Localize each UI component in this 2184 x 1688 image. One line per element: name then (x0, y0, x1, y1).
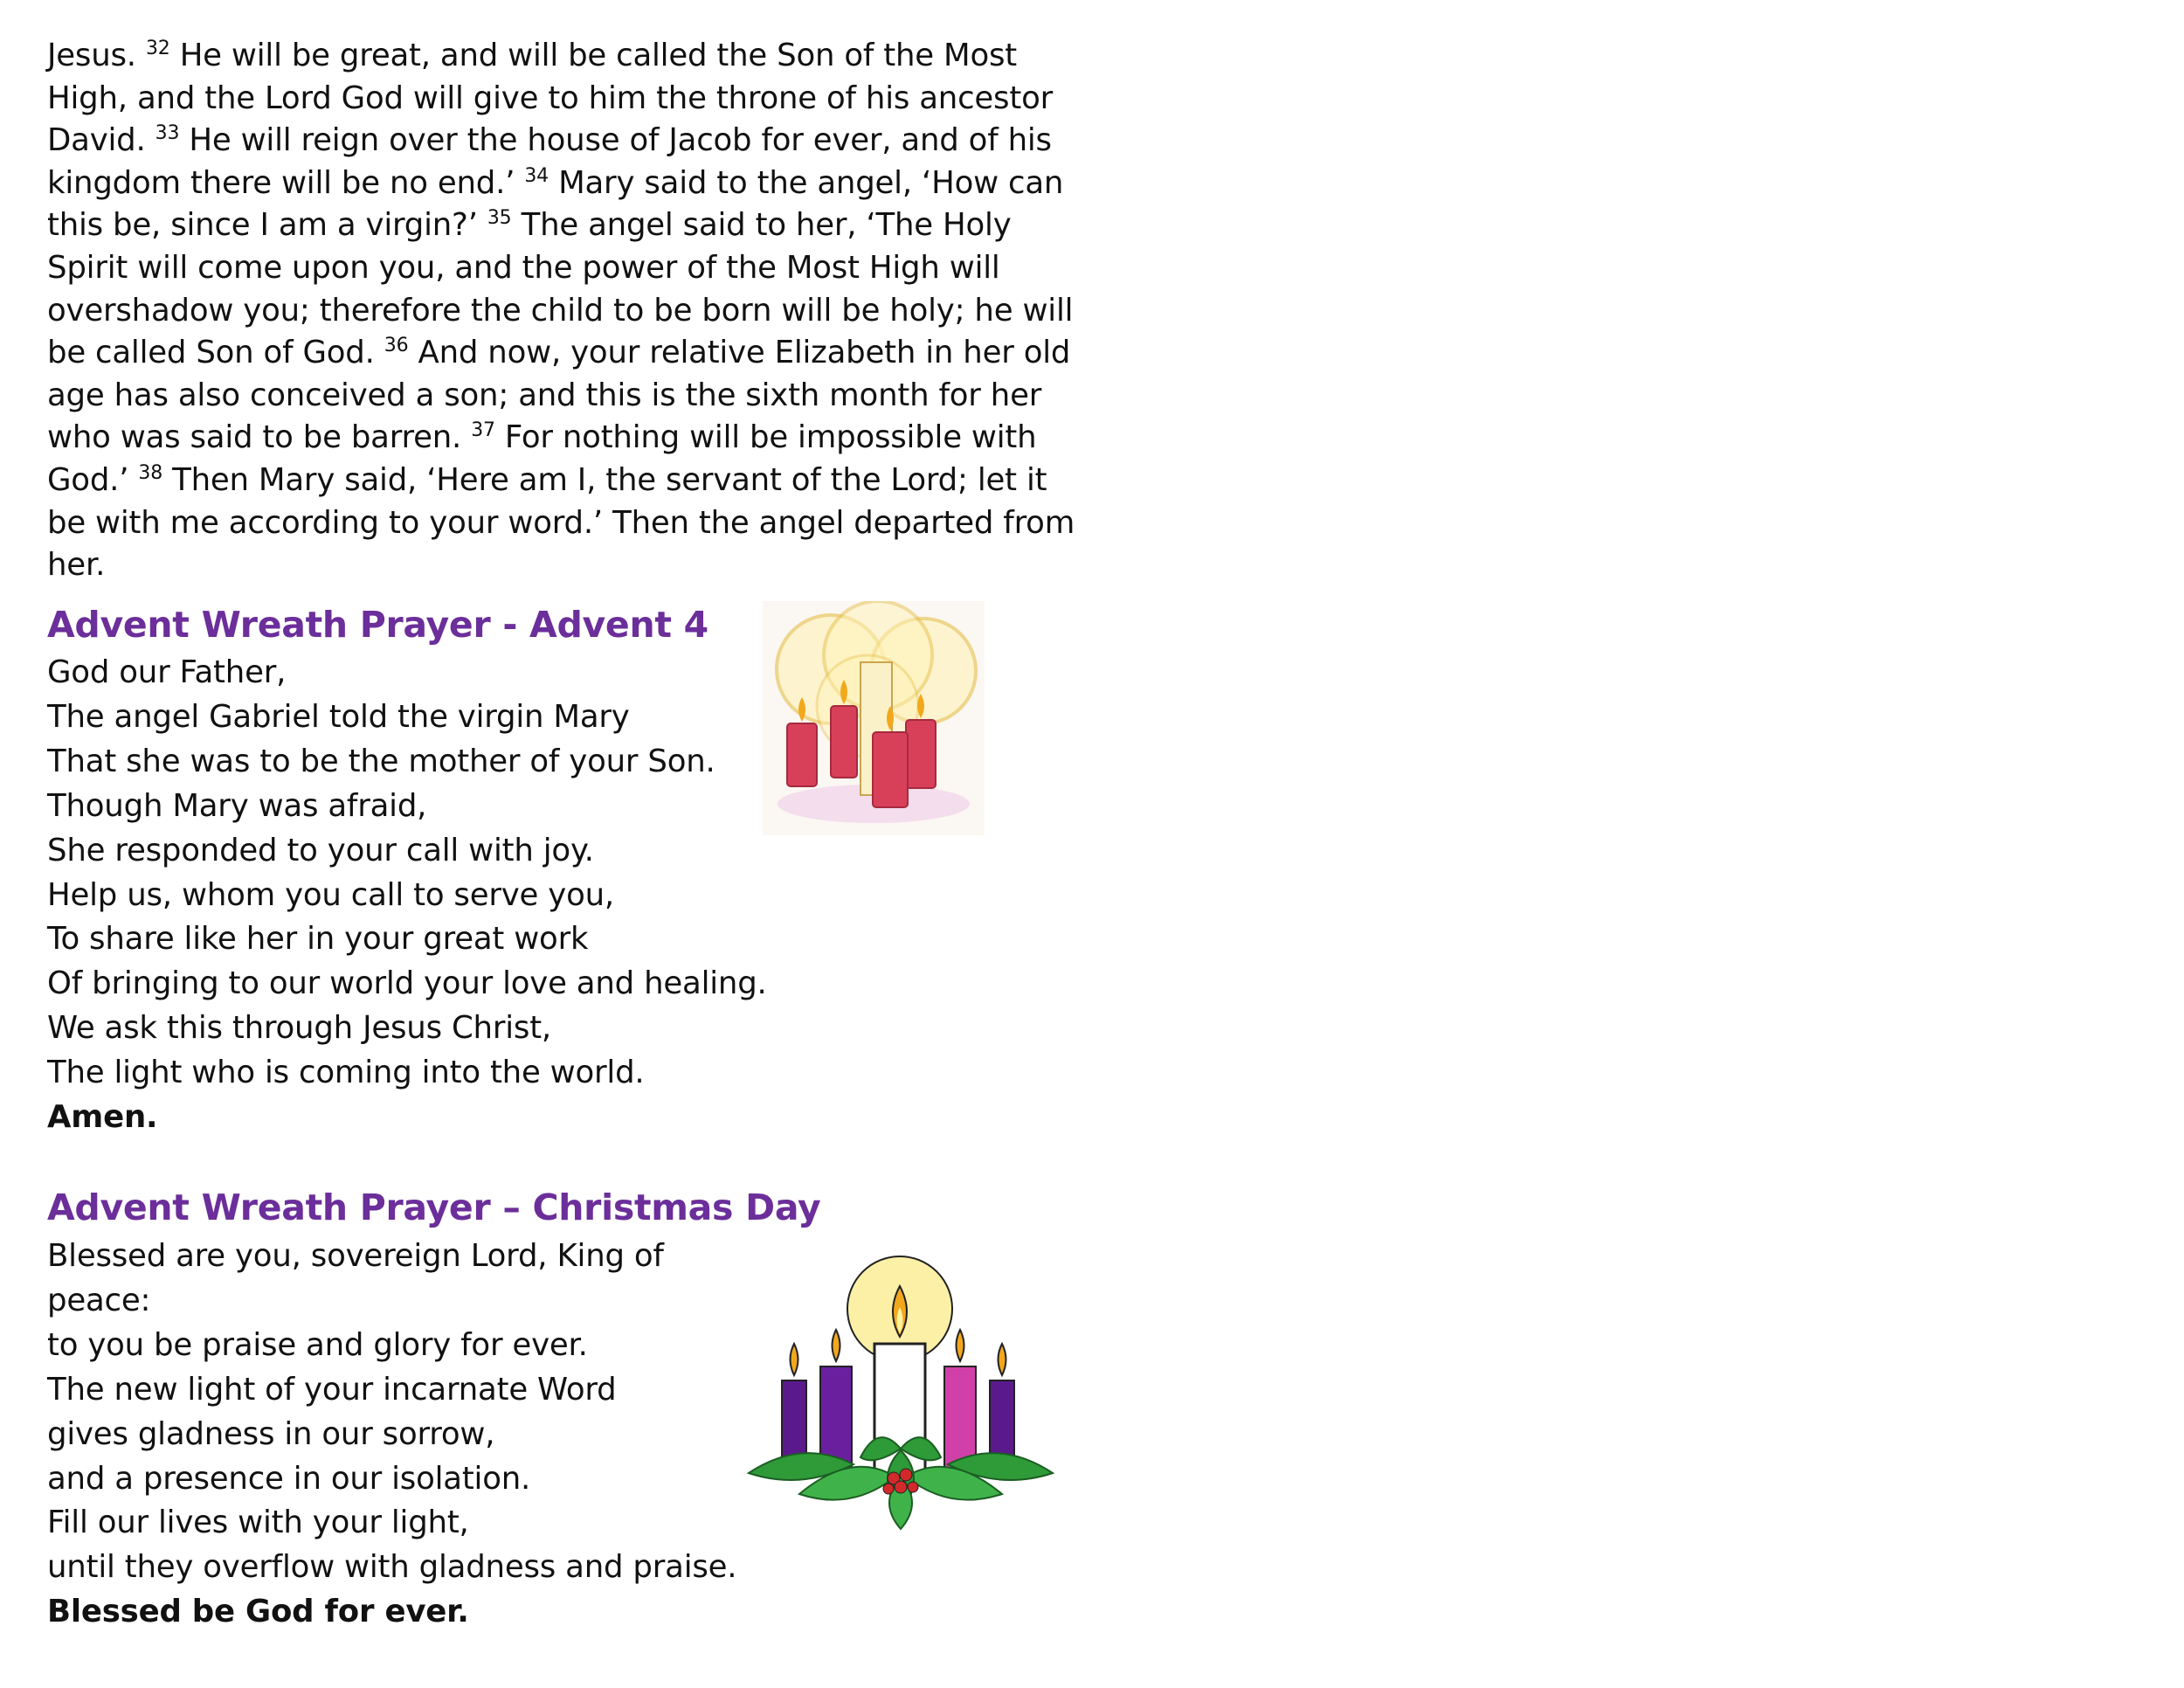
prayer-line: To share like her in your great work (47, 921, 589, 958)
verse-number: 34 (524, 164, 549, 187)
advent4-prayer-heading: Advent Wreath Prayer - Advent 4 (47, 604, 708, 646)
prayer-line: peace: (47, 1282, 151, 1318)
verse-number: 32 (145, 38, 170, 60)
prayer-line: The light who is coming into the world. (47, 1055, 645, 1091)
christmas-prayer-heading: Advent Wreath Prayer – Christmas Day (47, 1186, 821, 1228)
verse-text: Mary said to the angel, ‘How can this be, since I am a virgin?’ (47, 164, 1064, 244)
verse-number: 38 (138, 462, 163, 485)
prayer-line: That she was to be the mother of your Son. (47, 743, 715, 779)
prayer-line: Blessed are you, sovereign Lord, King of (47, 1238, 664, 1274)
prayer-line: Help us, whom you call to serve you, (47, 876, 614, 913)
prayer-line: gives gladness in our sorrow, (47, 1415, 495, 1452)
prayer-line: Of bringing to our world your love and healing. (47, 965, 767, 1002)
christmas-prayer-lines (47, 1235, 736, 1635)
verse-text: For nothing will be impossible with God.’ (47, 419, 1037, 498)
verse-number: 36 (384, 335, 409, 357)
prayer-line: Fill our lives with your light, (47, 1505, 469, 1541)
verse-text: He will be great, and will be called the Son of the Most High, and the Lord God will give to him the throne of his ancestor David. (47, 38, 1053, 159)
verse-text: The angel said to her, ‘The Holy Spirit will come upon you, and the power of the Most High will overshadow you; therefore the child to be born will be holy; he will be called Son of God. (47, 207, 1074, 371)
prayer-response: Blessed be God for ever. (47, 1594, 469, 1630)
advent-wreath-icon (747, 1249, 1054, 1533)
prayer-line: The new light of your incarnate Word (47, 1371, 617, 1408)
verse-text: Then Mary said, ‘Here am I, the servant of the Lord; let it be with me according to your word.’ Then the angel departed from her. (47, 461, 1075, 584)
verse-number: 33 (155, 122, 180, 145)
verse-text: He will reign over the house of Jacob for ever, and of his kingdom there will be no end.’ (47, 122, 1052, 201)
prayer-line: Though Mary was afraid, (47, 787, 427, 824)
verse-number: 37 (471, 419, 495, 442)
prayer-response: Amen. (47, 1099, 158, 1136)
prayer-line: We ask this through Jesus Christ, (47, 1010, 552, 1047)
prayer-line: to you be praise and glory for ever. (47, 1326, 588, 1363)
prayer-line: She responded to your call with joy. (47, 832, 594, 868)
watercolour-candles-icon (763, 601, 985, 835)
prayer-line: until they overflow with gladness and praise. (47, 1549, 737, 1586)
prayer-line: God our Father, (47, 654, 287, 690)
prayer-line: The angel Gabriel told the virgin Mary (47, 698, 630, 735)
prayer-line: and a presence in our isolation. (47, 1460, 531, 1497)
verse-text: Jesus. (47, 38, 146, 73)
verse-text: And now, your relative Elizabeth in her old age has also conceived a son; and this is the sixth month for her who was said to be barren. (47, 335, 1071, 456)
verse-number: 35 (487, 207, 512, 230)
advent4-prayer-lines (47, 651, 767, 1140)
scripture-reading-paragraph (47, 35, 1087, 587)
